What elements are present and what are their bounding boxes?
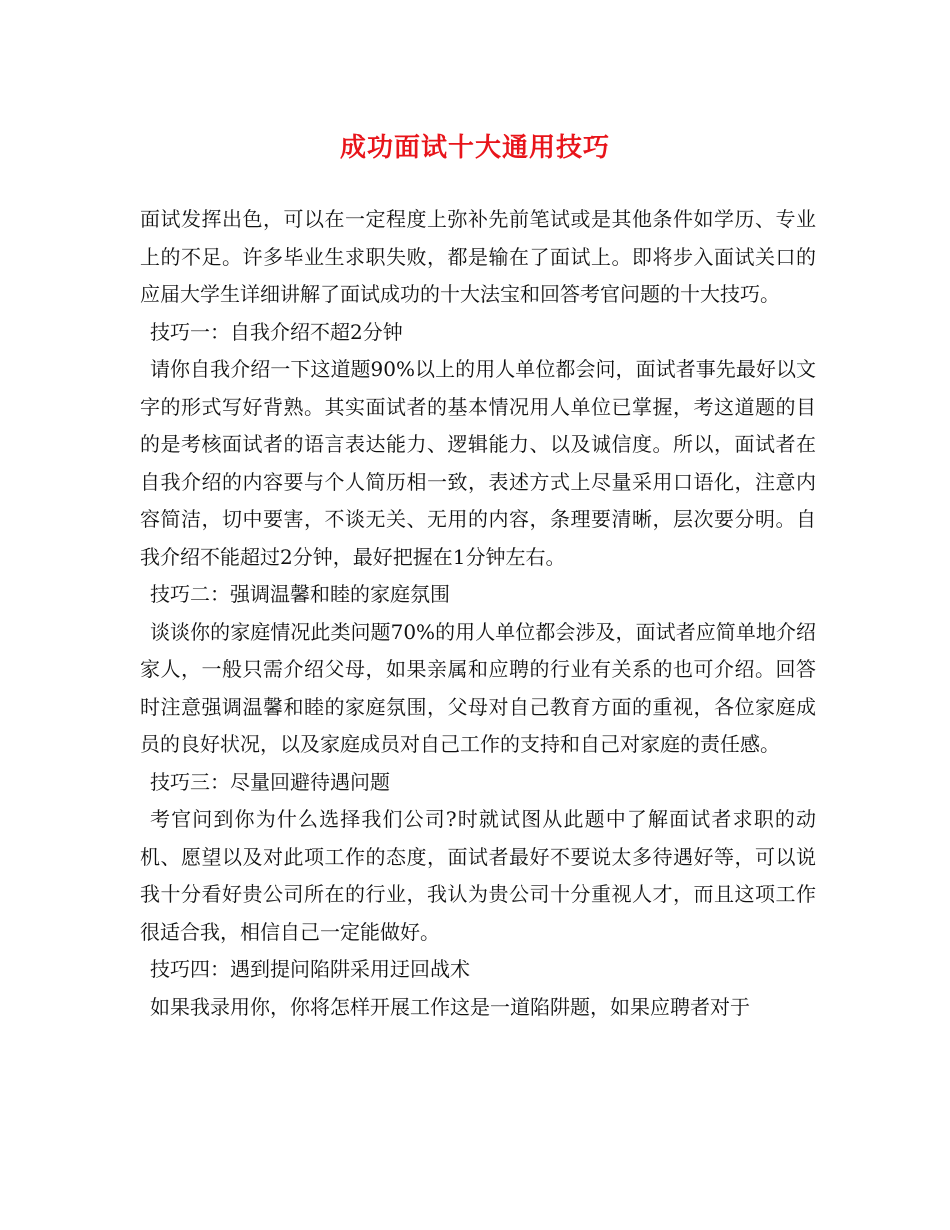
- section-body-2: 谈谈你的家庭情况此类问题70%的用人单位都会涉及，面试者应简单地介绍家人，一般只需介绍父母，如果亲属和应聘的行业有关系的也可介绍。回答时注意强调温馨和睦的家庭氛围，父母对自己教育方面的重视，各位家庭成员的良好状况，以及家庭成员对自己工作的支持和自己对家庭的责任感。: [140, 619, 816, 756]
- section-body-3: 考官问到你为什么选择我们公司?时就试图从此题中了解面试者求职的动机、愿望以及对此项工作的态度，面试者最好不要说太多待遇好等，可以说我十分看好贵公司所在的行业，我认为贵公司十分重视人才，而且这项工作很适合我，相信自己一定能做好。: [140, 807, 816, 944]
- section-body-4: 如果我录用你，你将怎样开展工作这是一道陷阱题，如果应聘者对于: [150, 994, 750, 1019]
- section-heading-1: 技巧一：自我介绍不超2分钟: [150, 319, 403, 344]
- section-heading-2: 技巧二：强调温馨和睦的家庭氛围: [150, 582, 450, 606]
- section-heading-4: 技巧四：遇到提问陷阱采用迂回战术: [150, 957, 470, 981]
- document-title: 成功面试十大通用技巧: [339, 133, 610, 163]
- document-body: [140, 201, 816, 1026]
- section-heading-3: 技巧三：尽量回避待遇问题: [150, 769, 390, 794]
- section-body-1: 请你自我介绍一下这道题90%以上的用人单位都会问，面试者事先最好以文字的形式写好背熟。其实面试者的基本情况用人单位已掌握，考这道题的目的是考核面试者的语言表达能力、逻辑能力、以及诚信度。所以，面试者在自我介绍的内容要与个人简历相一致，表述方式上尽量采用口语化，注意内容简洁，切中要害，不谈无关、无用的内容，条理要清晰，层次要分明。自我介绍不能超过2分钟，最好把握在1分钟左右。: [140, 357, 816, 569]
- intro-paragraph: 面试发挥出色，可以在一定程度上弥补先前笔试或是其他条件如学历、专业上的不足。许多毕业生求职失败，都是输在了面试上。即将步入面试关口的应届大学生详细讲解了面试成功的十大法宝和回答考官问题的十大技巧。: [140, 207, 816, 306]
